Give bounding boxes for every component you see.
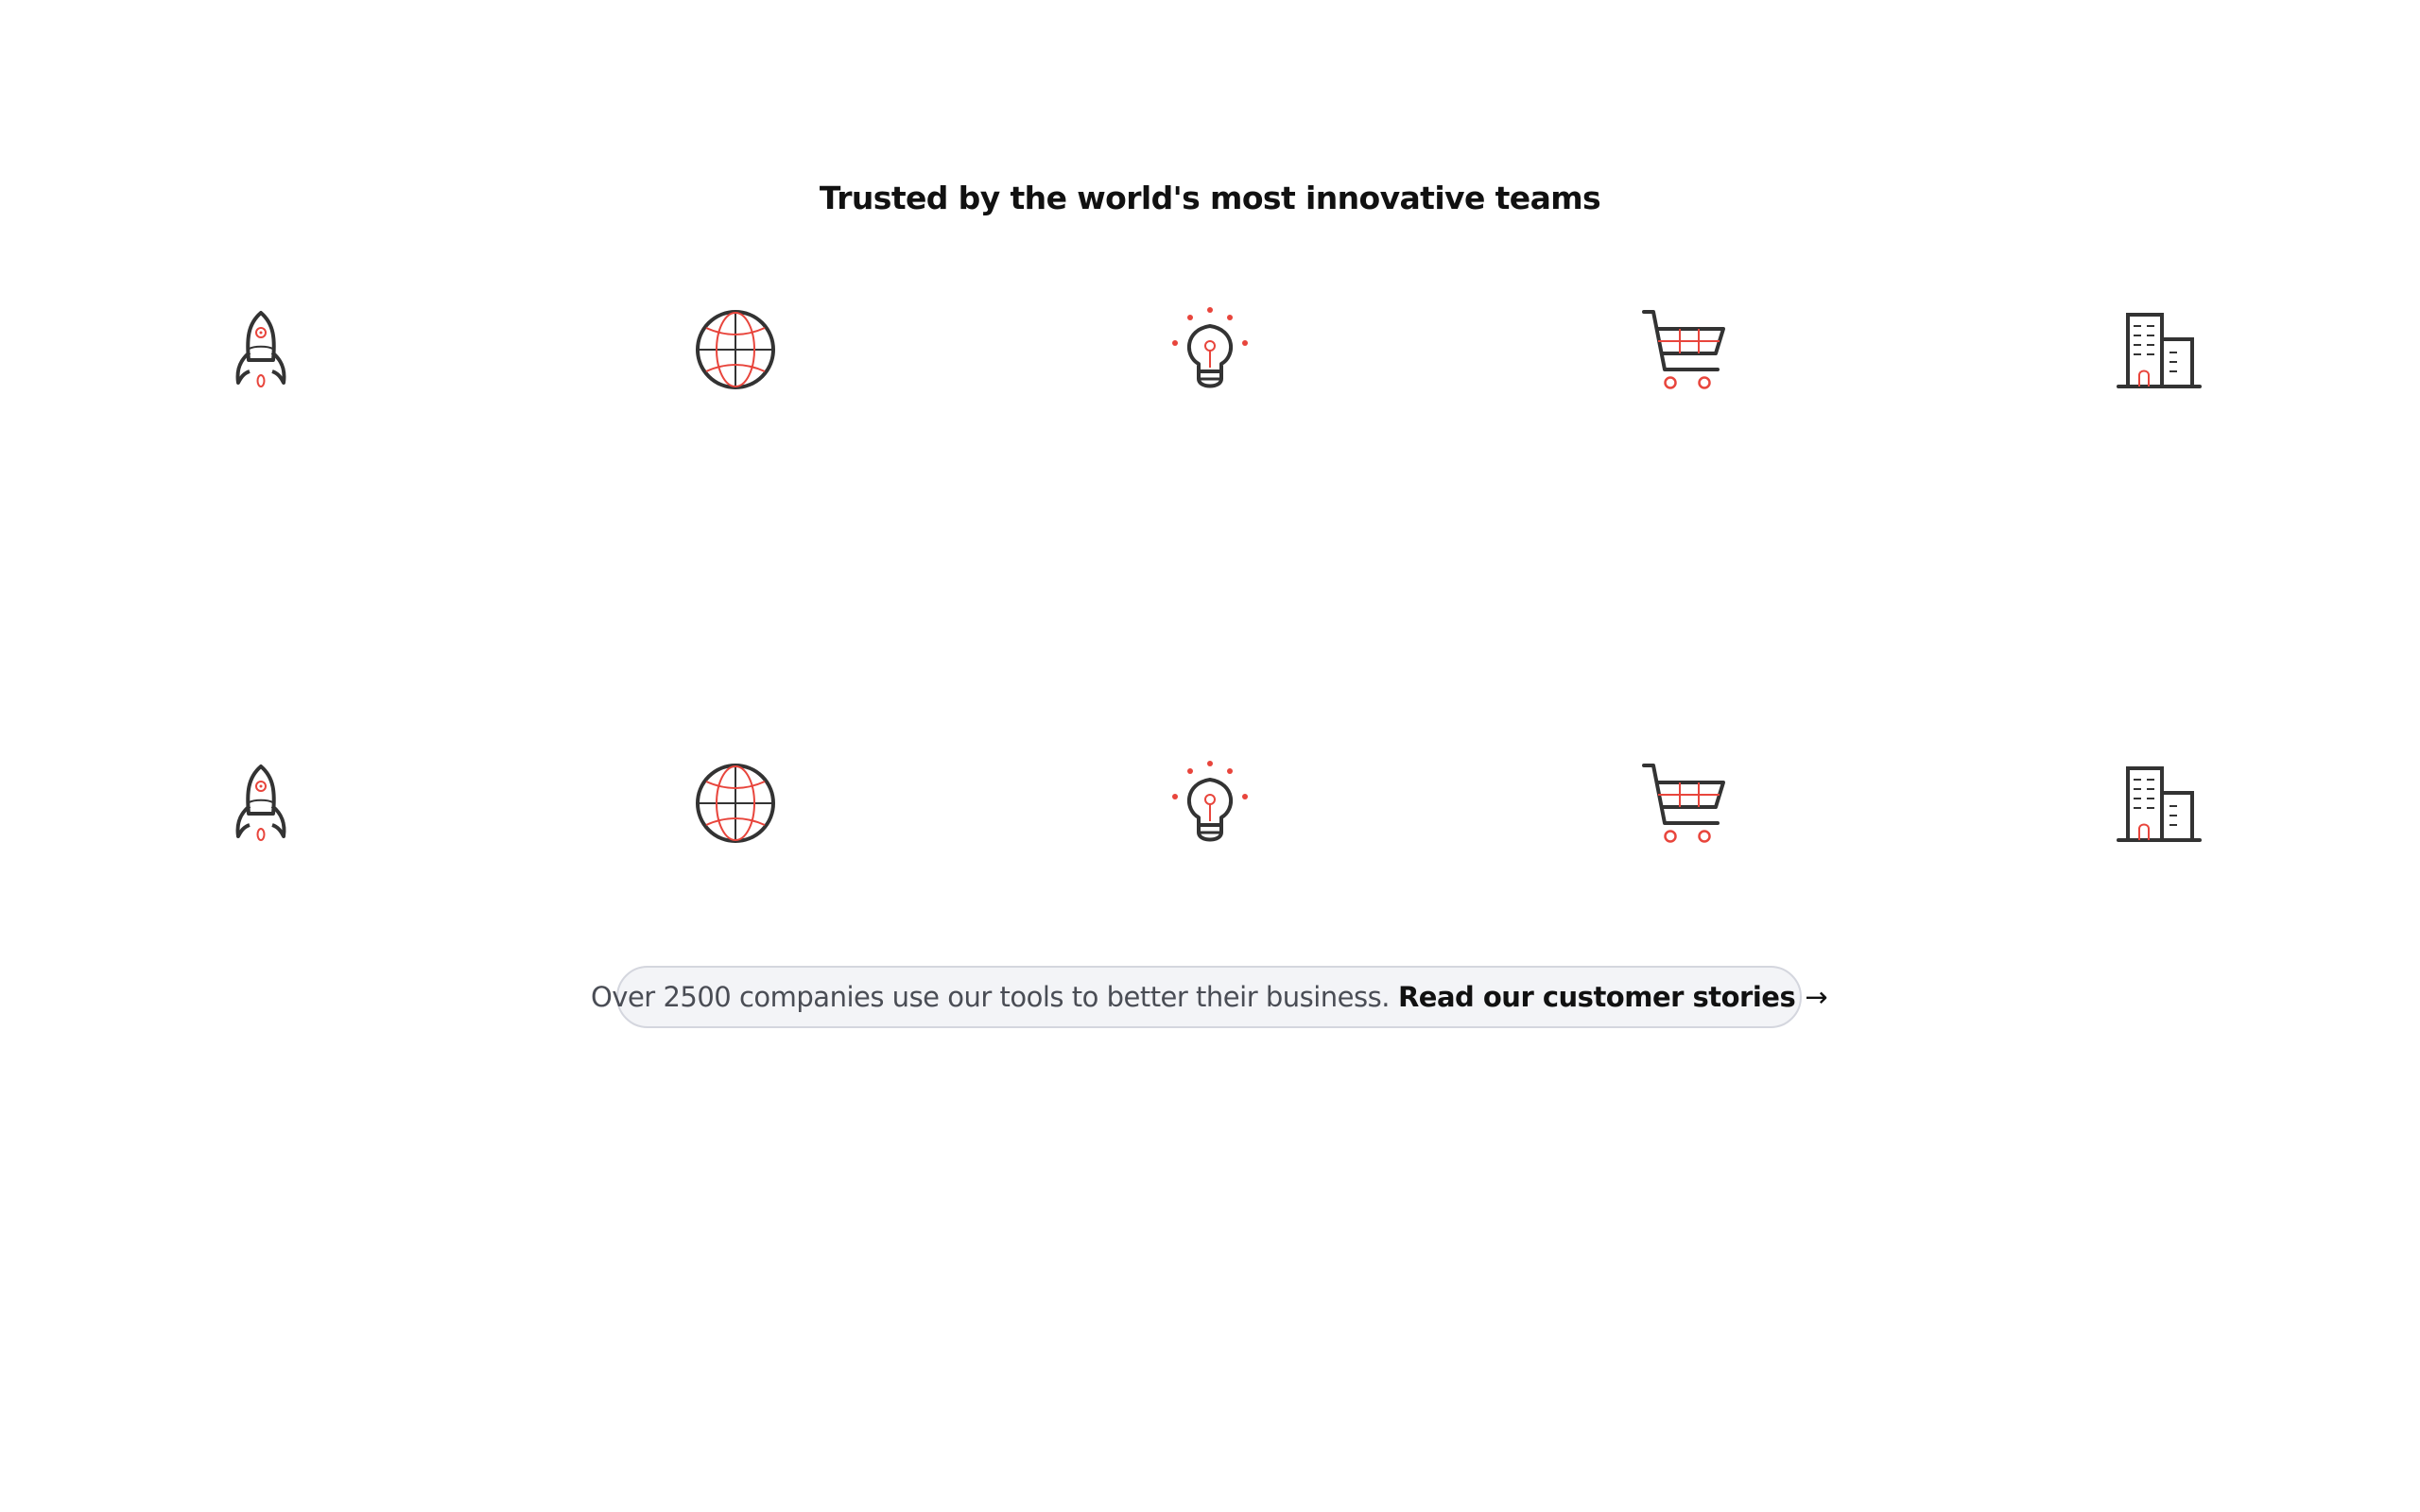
customer-stories-link[interactable]	[1398, 981, 1827, 1013]
logo-row	[0, 747, 2420, 860]
rocket-icon	[204, 747, 318, 860]
customer-stories-banner	[590, 966, 1828, 1028]
building-icon	[2102, 747, 2216, 860]
lightbulb-icon	[1153, 747, 1267, 860]
customer-stories-link-label: Read our customer stories	[1397, 981, 1796, 1013]
section-heading: Trusted by the world's most innovative teams	[819, 180, 1601, 216]
cta-text: Over 2500 companies use our tools to better their business.	[590, 981, 1390, 1013]
logo-row	[0, 293, 2420, 406]
rocket-icon	[204, 293, 318, 406]
lightbulb-icon	[1153, 293, 1267, 406]
globe-icon	[679, 293, 792, 406]
shopping-cart-icon	[1628, 747, 1741, 860]
globe-icon	[679, 747, 792, 860]
shopping-cart-icon	[1628, 293, 1741, 406]
building-icon	[2102, 293, 2216, 406]
arrow-right-icon: →	[1805, 981, 1828, 1013]
